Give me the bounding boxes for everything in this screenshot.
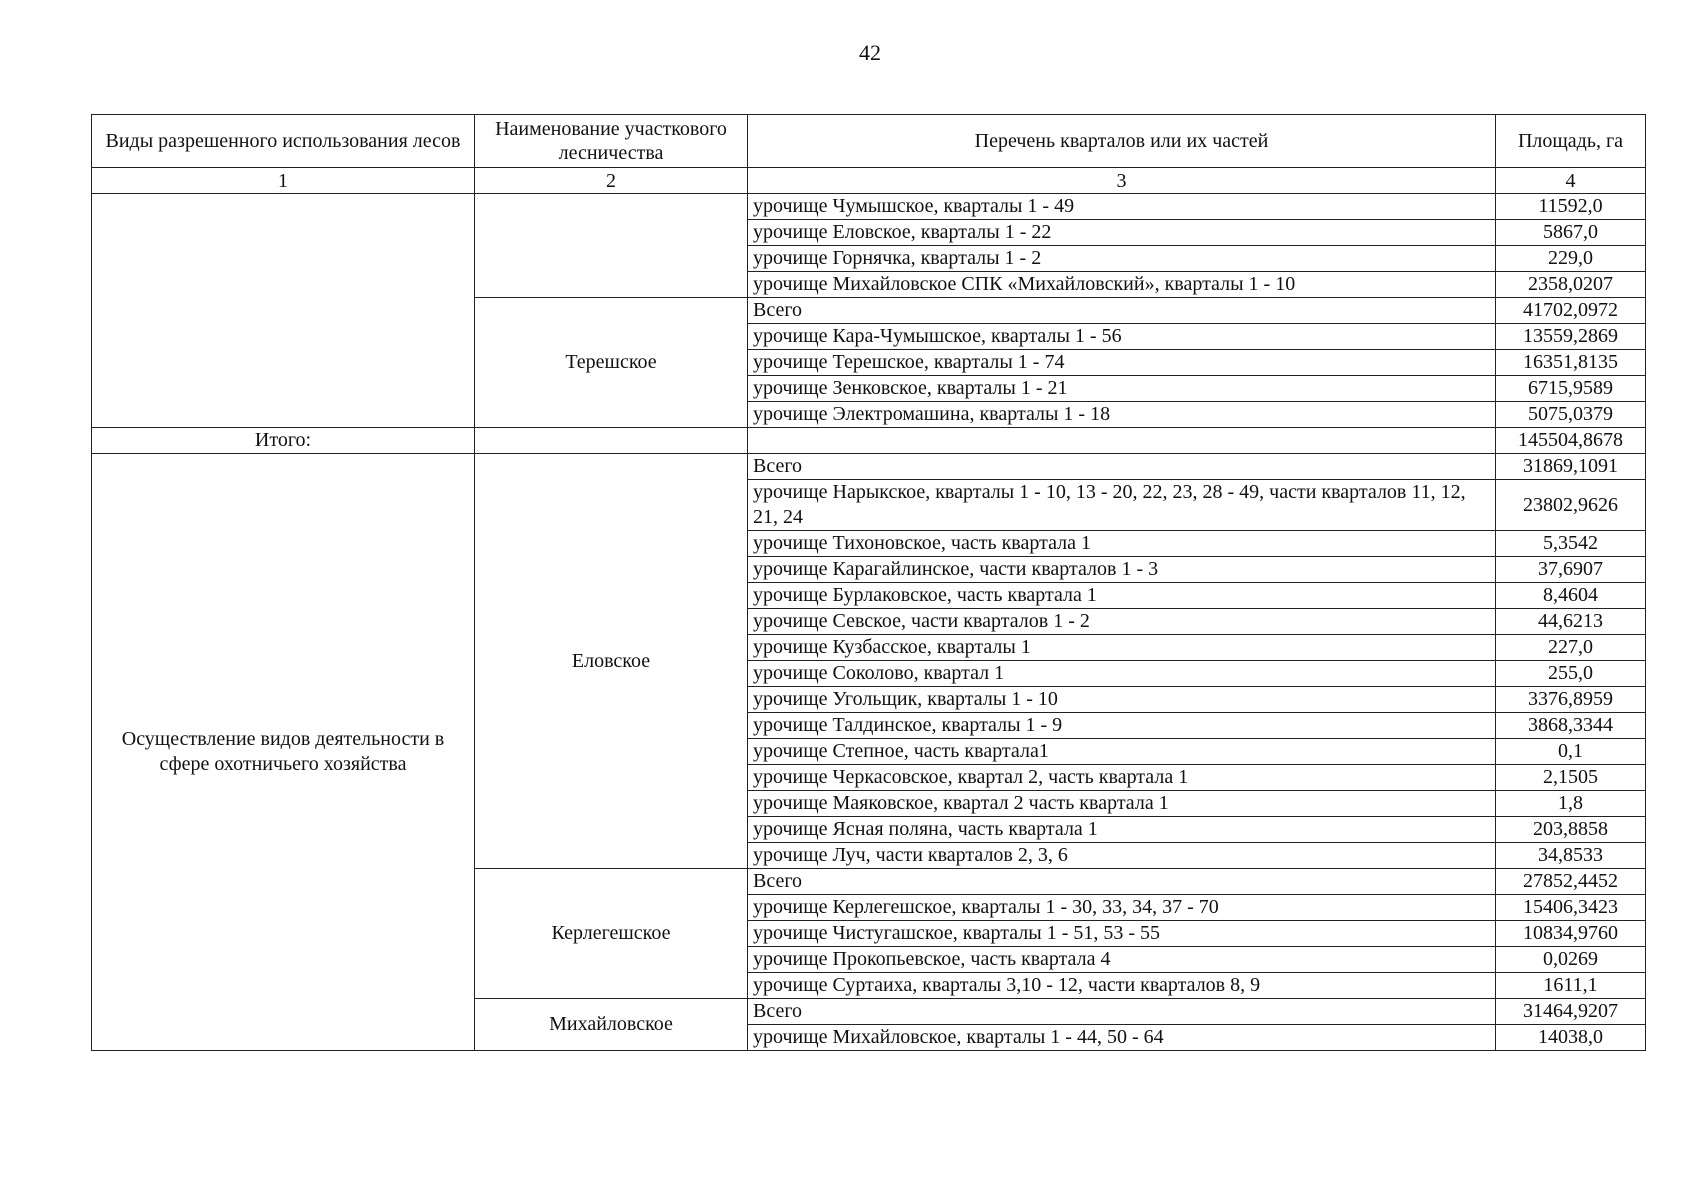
forest-usage-table-container xyxy=(91,114,1645,1051)
area-cell: 41702,0972 xyxy=(1496,298,1646,324)
page-number: 42 xyxy=(859,40,881,65)
column-number-row xyxy=(92,168,1646,194)
header-forestry-name: Наименование участкового лесничества xyxy=(475,115,748,168)
quarters-cell: урочище Михайловское СПК «Михайловский», кварталы 1 - 10 xyxy=(748,272,1496,298)
quarters-cell: урочище Бурлаковское, часть квартала 1 xyxy=(748,583,1496,609)
column-number: 2 xyxy=(475,168,748,194)
area-cell: 3376,8959 xyxy=(1496,687,1646,713)
quarters-cell: урочище Керлегешское, кварталы 1 - 30, 33, 34, 37 - 70 xyxy=(748,895,1496,921)
area-cell: 16351,8135 xyxy=(1496,350,1646,376)
area-cell: 2358,0207 xyxy=(1496,272,1646,298)
quarters-cell: урочище Талдинское, кварталы 1 - 9 xyxy=(748,713,1496,739)
quarters-cell: урочище Угольщик, кварталы 1 - 10 xyxy=(748,687,1496,713)
area-cell: 5867,0 xyxy=(1496,220,1646,246)
area-cell: 6715,9589 xyxy=(1496,376,1646,402)
quarters-cell: урочище Тихоновское, часть квартала 1 xyxy=(748,531,1496,557)
total-area: 145504,8678 xyxy=(1496,428,1646,454)
quarters-cell: Всего xyxy=(748,454,1496,480)
header-area: Площадь, га xyxy=(1496,115,1646,168)
quarters-cell: урочище Ясная поляна, часть квартала 1 xyxy=(748,817,1496,843)
area-cell: 0,1 xyxy=(1496,739,1646,765)
forestry-cell-kerlegeshskoe: Керлегешское xyxy=(475,869,748,999)
table-row xyxy=(92,194,1646,220)
area-cell: 44,6213 xyxy=(1496,609,1646,635)
area-cell: 8,4604 xyxy=(1496,583,1646,609)
quarters-cell: урочище Севское, части кварталов 1 - 2 xyxy=(748,609,1496,635)
total-empty-cell xyxy=(748,428,1496,454)
quarters-cell: урочище Суртаиха, кварталы 3,10 - 12, части кварталов 8, 9 xyxy=(748,973,1496,999)
area-cell: 5075,0379 xyxy=(1496,402,1646,428)
quarters-cell: урочище Нарыкское, кварталы 1 - 10, 13 - 20, 22, 23, 28 - 49, части кварталов 11, 12, 21, 24 xyxy=(748,480,1496,531)
quarters-cell: урочище Прокопьевское, часть квартала 4 xyxy=(748,947,1496,973)
area-cell: 1611,1 xyxy=(1496,973,1646,999)
area-cell: 31869,1091 xyxy=(1496,454,1646,480)
area-cell: 34,8533 xyxy=(1496,843,1646,869)
total-row xyxy=(92,428,1646,454)
quarters-cell: урочище Еловское, кварталы 1 - 22 xyxy=(748,220,1496,246)
area-cell: 2,1505 xyxy=(1496,765,1646,791)
quarters-cell: урочище Михайловское, кварталы 1 - 44, 50 - 64 xyxy=(748,1025,1496,1051)
area-cell: 0,0269 xyxy=(1496,947,1646,973)
forestry-cell-mikhailovskoe: Михайловское xyxy=(475,999,748,1051)
total-empty-cell xyxy=(475,428,748,454)
column-number: 4 xyxy=(1496,168,1646,194)
area-cell: 37,6907 xyxy=(1496,557,1646,583)
quarters-cell: урочище Карагайлинское, части кварталов 1 - 3 xyxy=(748,557,1496,583)
area-cell: 1,8 xyxy=(1496,791,1646,817)
area-cell: 27852,4452 xyxy=(1496,869,1646,895)
area-cell: 31464,9207 xyxy=(1496,999,1646,1025)
table-row xyxy=(92,454,1646,480)
quarters-cell: урочище Зенковское, кварталы 1 - 21 xyxy=(748,376,1496,402)
quarters-cell: урочище Соколово, квартал 1 xyxy=(748,661,1496,687)
header-quarters-list: Перечень кварталов или их частей xyxy=(748,115,1496,168)
quarters-cell: урочище Терешское, кварталы 1 - 74 xyxy=(748,350,1496,376)
usage-type-cell-hunting: Осуществление видов деятельности в сфере охотничьего хозяйства xyxy=(92,454,475,1051)
column-number: 3 xyxy=(748,168,1496,194)
area-cell: 11592,0 xyxy=(1496,194,1646,220)
column-number: 1 xyxy=(92,168,475,194)
area-cell: 229,0 xyxy=(1496,246,1646,272)
table-header-row xyxy=(92,115,1646,168)
quarters-cell: урочище Кара-Чумышское, кварталы 1 - 56 xyxy=(748,324,1496,350)
quarters-cell: урочище Электромашина, кварталы 1 - 18 xyxy=(748,402,1496,428)
area-cell: 227,0 xyxy=(1496,635,1646,661)
quarters-cell: урочище Степное, часть квартала1 xyxy=(748,739,1496,765)
area-cell: 10834,9760 xyxy=(1496,921,1646,947)
header-usage-type: Виды разрешенного использования лесов xyxy=(92,115,475,168)
area-cell: 23802,9626 xyxy=(1496,480,1646,531)
quarters-cell: урочище Чистугашское, кварталы 1 - 51, 53 - 55 xyxy=(748,921,1496,947)
quarters-cell: урочище Кузбасское, кварталы 1 xyxy=(748,635,1496,661)
area-cell: 255,0 xyxy=(1496,661,1646,687)
total-label: Итого: xyxy=(92,428,475,454)
area-cell: 14038,0 xyxy=(1496,1025,1646,1051)
area-cell: 15406,3423 xyxy=(1496,895,1646,921)
quarters-cell: Всего xyxy=(748,869,1496,895)
quarters-cell: урочище Черкасовское, квартал 2, часть квартала 1 xyxy=(748,765,1496,791)
usage-type-cell xyxy=(92,194,475,428)
quarters-cell: Всего xyxy=(748,298,1496,324)
quarters-cell: урочище Горнячка, кварталы 1 - 2 xyxy=(748,246,1496,272)
area-cell: 5,3542 xyxy=(1496,531,1646,557)
area-cell: 3868,3344 xyxy=(1496,713,1646,739)
quarters-cell: урочище Чумышское, кварталы 1 - 49 xyxy=(748,194,1496,220)
forestry-cell xyxy=(475,194,748,298)
forestry-cell-tereshskoe: Терешское xyxy=(475,298,748,428)
quarters-cell: урочище Луч, части кварталов 2, 3, 6 xyxy=(748,843,1496,869)
quarters-cell: Всего xyxy=(748,999,1496,1025)
forestry-cell-elovskoe: Еловское xyxy=(475,454,748,869)
forest-usage-table xyxy=(91,114,1646,1051)
area-cell: 203,8858 xyxy=(1496,817,1646,843)
quarters-cell: урочище Маяковское, квартал 2 часть квартала 1 xyxy=(748,791,1496,817)
area-cell: 13559,2869 xyxy=(1496,324,1646,350)
